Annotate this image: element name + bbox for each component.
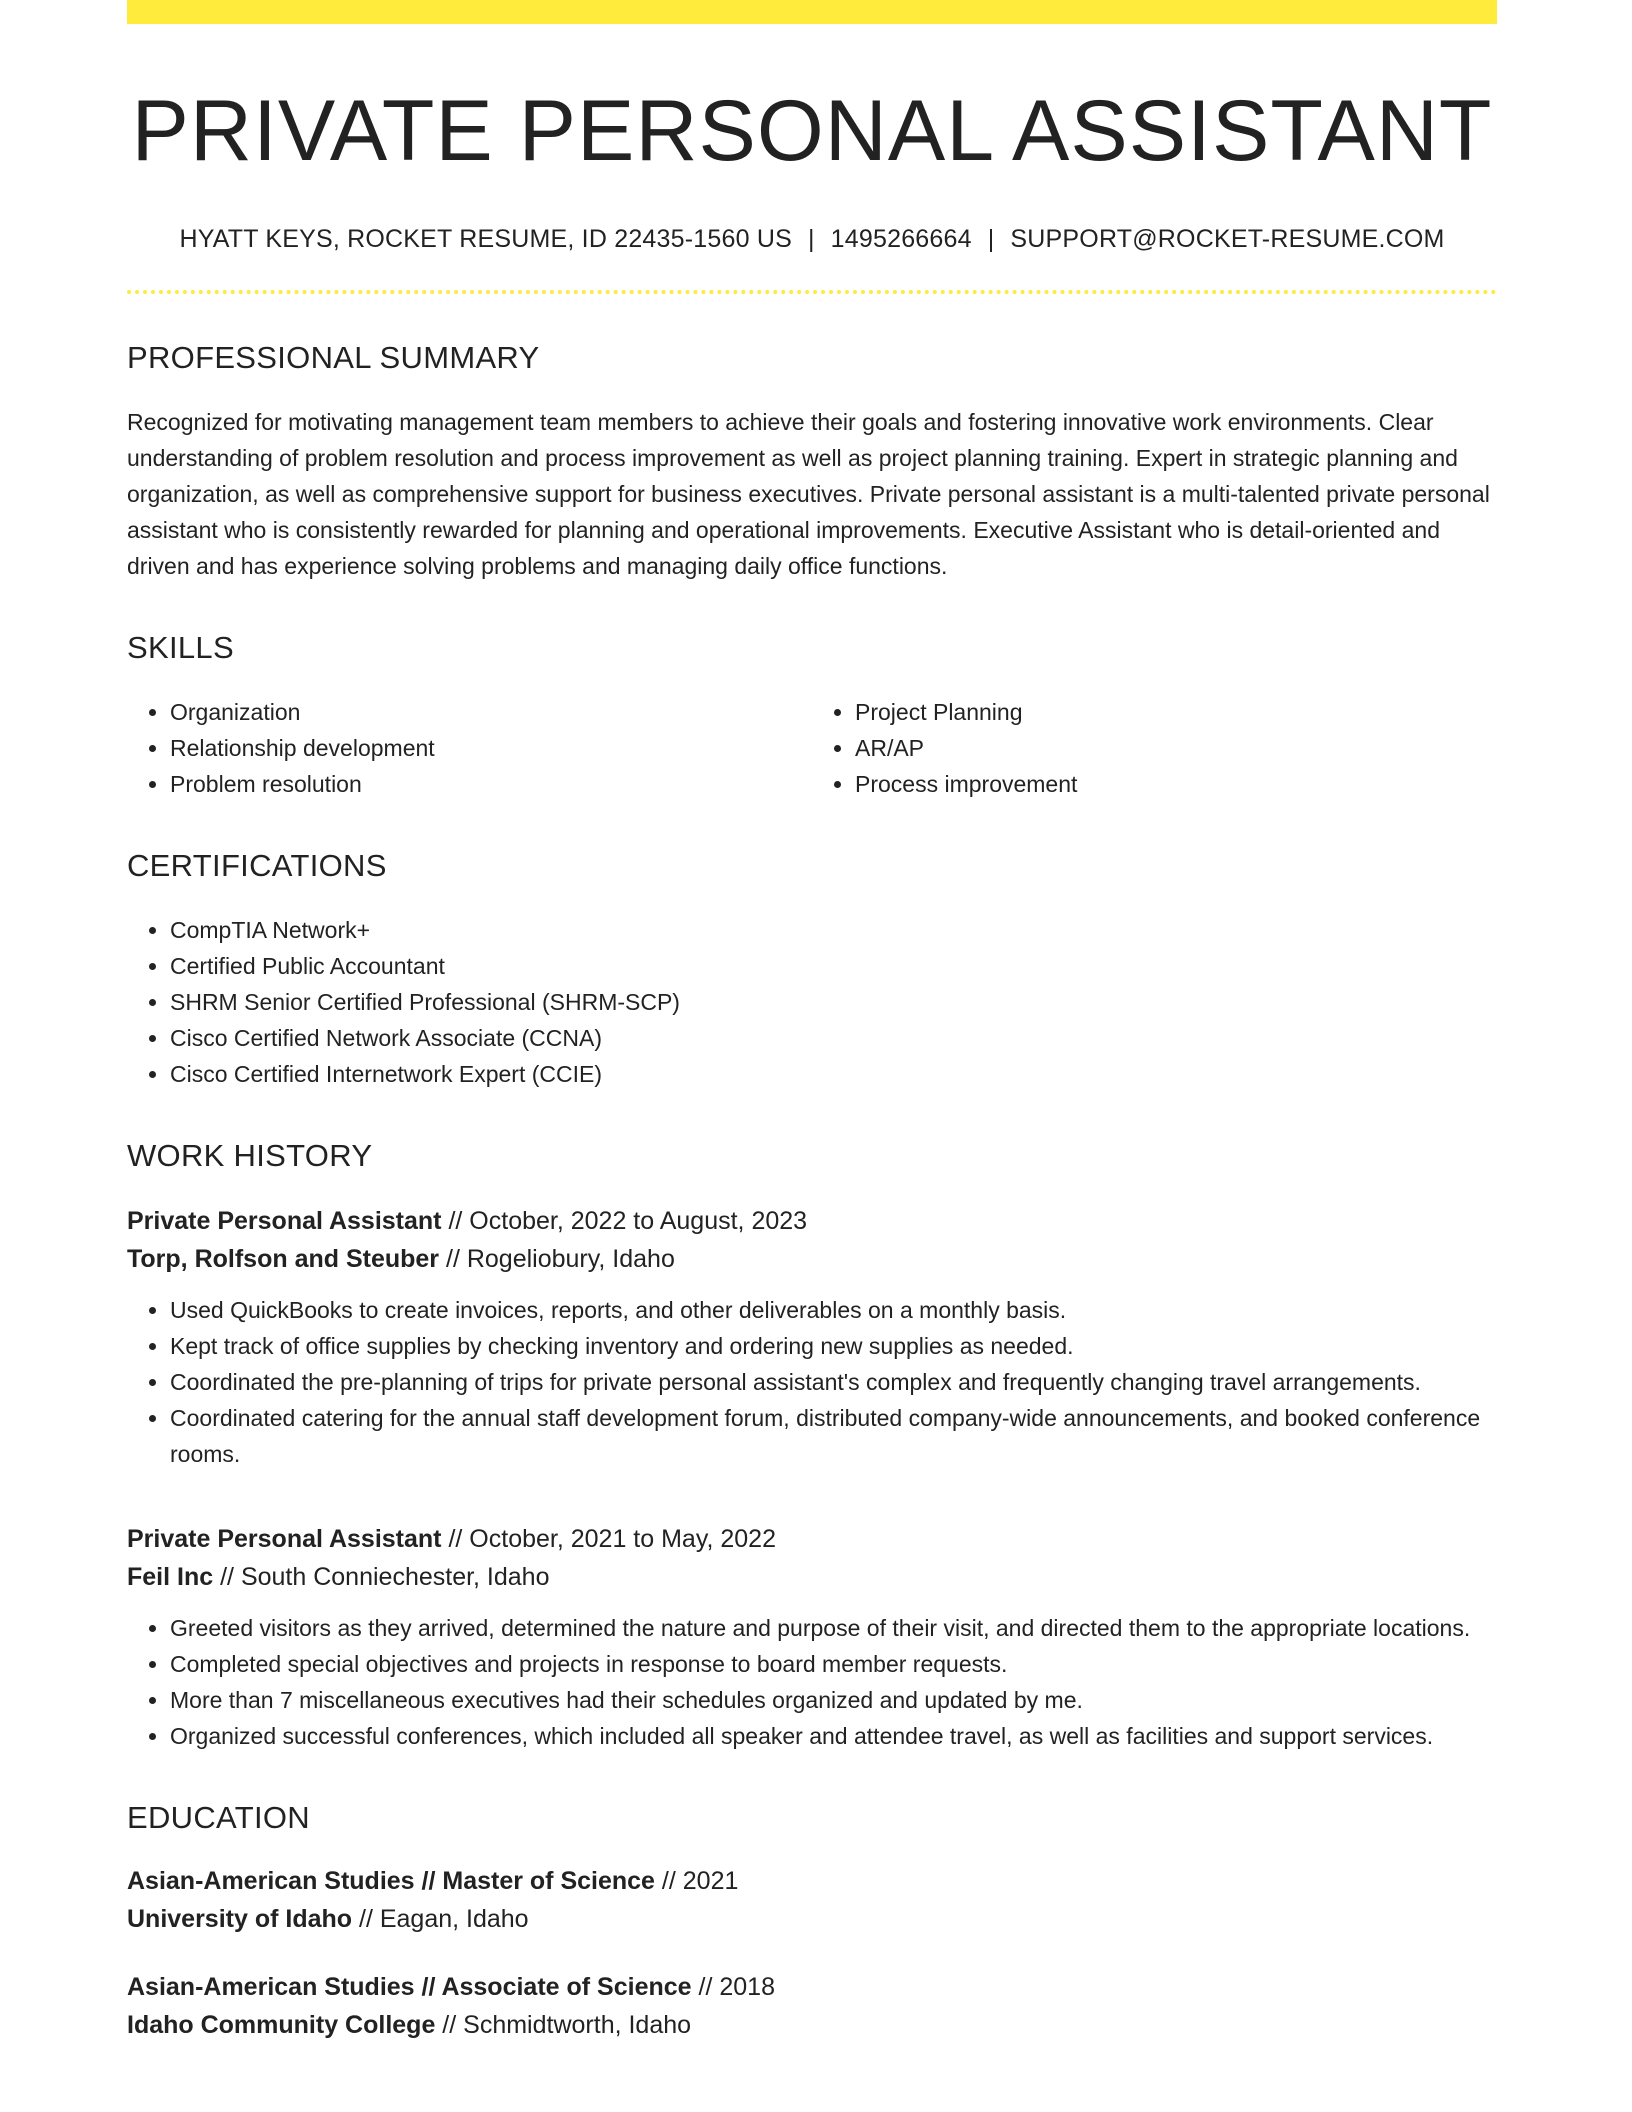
job-bullet: • Completed special objectives and projects in response to board member requests. <box>170 1646 1497 1682</box>
certifications-list <box>127 912 1497 1092</box>
skill-item: • AR/AP <box>855 730 1497 766</box>
separator: // <box>213 1563 241 1592</box>
resume-title: PRIVATE PERSONAL ASSISTANT <box>131 83 1493 179</box>
contact-address: HYATT KEYS, ROCKET RESUME, ID 22435-1560 US <box>179 225 792 254</box>
degree: Asian-American Studies // Associate of Science <box>127 1973 692 2002</box>
contact-line <box>127 225 1497 254</box>
degree: Asian-American Studies // Master of Science <box>127 1867 655 1896</box>
job-title-line <box>127 1202 1497 1240</box>
skill-item: • Relationship development <box>170 730 812 766</box>
job-location: South Conniechester, Idaho <box>240 1563 550 1592</box>
header-divider <box>127 290 1497 294</box>
education-entry <box>127 1968 1497 2044</box>
degree-line <box>127 1968 1497 2006</box>
separator: // <box>435 2011 464 2040</box>
job-bullet: • Kept track of office supplies by checking inventory and ordering new supplies as needed. <box>170 1328 1497 1364</box>
certifications-heading: CERTIFICATIONS <box>127 848 387 884</box>
job-bullet: • Coordinated the pre-planning of trips for private personal assistant's complex and frequently changing travel arrangements. <box>170 1364 1497 1400</box>
job-bullet: • Used QuickBooks to create invoices, reports, and other deliverables on a monthly basis. <box>170 1292 1497 1328</box>
job-bullet: • More than 7 miscellaneous executives had their schedules organized and updated by me. <box>170 1682 1497 1718</box>
school-line <box>127 2006 1497 2044</box>
contact-separator: | <box>807 225 815 254</box>
school-location: Eagan, Idaho <box>379 1905 529 1934</box>
summary-text: Recognized for motivating management team members to achieve their goals and fostering innovative work environments. Clear understanding of problem resolution and process improvement as well as project planning training. Expert in strategic planning and organization, as well as comprehensive support for business executives. Private personal assistant is a multi-talented private personal assistant who is consistently rewarded for planning and operational improvements. Executive Assistant who is detail-oriented and driven and has experience solving problems and managing daily office functions. <box>127 409 1490 580</box>
contact-phone: 1495266664 <box>830 225 972 254</box>
skill-item: • Project Planning <box>855 694 1497 730</box>
job-entry <box>127 1520 1497 1754</box>
graduation-year: 2018 <box>719 1973 775 2002</box>
job-entry <box>127 1202 1497 1472</box>
certification-item: • Cisco Certified Network Associate (CCNA) <box>170 1020 1497 1056</box>
accent-bar <box>127 0 1497 24</box>
job-company-line <box>127 1240 1497 1278</box>
school-location: Schmidtworth, Idaho <box>463 2011 692 2040</box>
separator: // <box>441 1525 470 1554</box>
job-bullet: • Organized successful conferences, which included all speaker and attendee travel, as well as facilities and support services. <box>170 1718 1497 1754</box>
job-dates: October, 2022 to August, 2023 <box>469 1207 808 1236</box>
skills-list-left <box>127 694 812 802</box>
job-bullet: • Greeted visitors as they arrived, determined the nature and purpose of their visit, and directed them to the appropriate locations. <box>170 1610 1497 1646</box>
separator: // <box>691 1973 720 2002</box>
contact-separator: | <box>987 225 995 254</box>
job-dates: October, 2021 to May, 2022 <box>469 1525 776 1554</box>
degree-line <box>127 1862 1497 1900</box>
skills-heading: SKILLS <box>127 630 234 666</box>
certification-item: • Certified Public Accountant <box>170 948 1497 984</box>
separator: // <box>441 1207 470 1236</box>
job-bullet: • Coordinated catering for the annual staff development forum, distributed company-wide announcements, and booked conference rooms. <box>170 1400 1497 1472</box>
skill-item: • Process improvement <box>855 766 1497 802</box>
job-bullets <box>127 1610 1497 1754</box>
separator: // <box>654 1867 683 1896</box>
job-company-line <box>127 1558 1497 1596</box>
skills-columns <box>127 694 1497 802</box>
education-heading: EDUCATION <box>127 1800 310 1836</box>
certification-item: • SHRM Senior Certified Professional (SHRM-SCP) <box>170 984 1497 1020</box>
school-name: University of Idaho <box>127 1905 353 1934</box>
job-title-line <box>127 1520 1497 1558</box>
job-title: Private Personal Assistant <box>127 1525 442 1554</box>
work-history-heading: WORK HISTORY <box>127 1138 373 1174</box>
graduation-year: 2021 <box>682 1867 739 1896</box>
job-bullets <box>127 1292 1497 1472</box>
skill-item: • Problem resolution <box>170 766 812 802</box>
contact-email[interactable]: SUPPORT@ROCKET-RESUME.COM <box>1010 225 1445 254</box>
separator: // <box>439 1245 467 1274</box>
summary-heading: PROFESSIONAL SUMMARY <box>127 340 540 376</box>
job-company: Torp, Rolfson and Steuber <box>127 1245 440 1274</box>
certification-item: • Cisco Certified Internetwork Expert (CCIE) <box>170 1056 1497 1092</box>
skills-list-right <box>812 694 1497 802</box>
separator: // <box>352 1905 380 1934</box>
job-location: Rogeliobury, Idaho <box>466 1245 675 1274</box>
education-entry <box>127 1862 1497 1938</box>
school-line <box>127 1900 1497 1938</box>
resume-page <box>127 0 1497 2044</box>
skill-item: • Organization <box>170 694 812 730</box>
job-title: Private Personal Assistant <box>127 1207 442 1236</box>
certification-item: • CompTIA Network+ <box>170 912 1497 948</box>
school-name: Idaho Community College <box>127 2011 436 2040</box>
job-company: Feil Inc <box>127 1563 214 1592</box>
